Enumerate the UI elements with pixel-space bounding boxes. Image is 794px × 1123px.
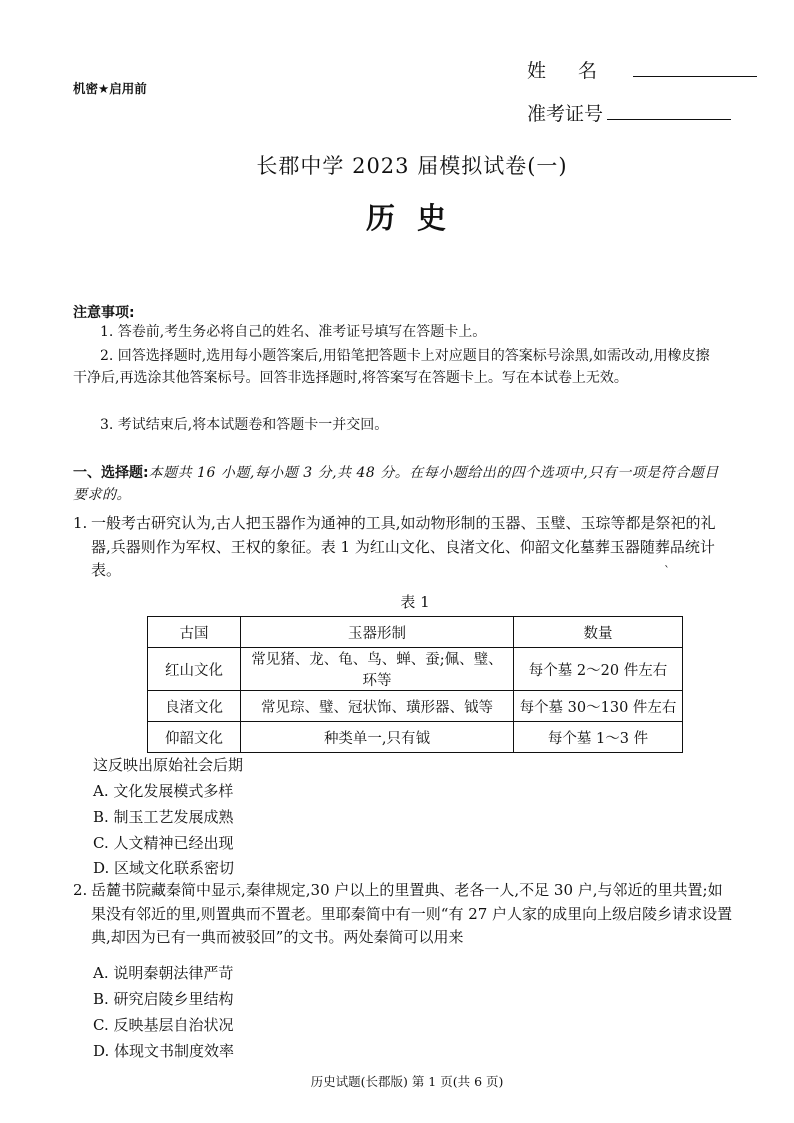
exam-id-field (527, 99, 731, 126)
stray-mark: ˋ (664, 564, 670, 578)
question-2-text: 岳麓书院藏秦简中显示,秦律规定,30 户以上的里置典、老各一人,不足 30 户,与邻近的里共置;如果没有邻近的里,则置典而不置老。里耶秦简中有一则“有 27 户人家的成里向上级启陵乡请求设置典,却因为已有一典而被驳回”的文书。两处秦简可以用来 (91, 881, 733, 946)
question-2-option-c[interactable]: C. 反映基层自治状况 (93, 1016, 234, 1034)
culture-jade-table (147, 616, 683, 753)
section-description: 本题共 16 小题,每小题 3 分,共 48 分。在每小题给出的四个选项中,只有一项是符合题目要求的。 (73, 465, 719, 503)
table-cell: 良渚文化 (148, 691, 241, 722)
table-row (148, 691, 683, 722)
question-1-option-d[interactable]: D. 区域文化联系密切 (93, 859, 235, 877)
question-2-number: 2. (73, 881, 88, 899)
table-cell: 每个墓 2～20 件左右 (514, 648, 683, 691)
name-label: 姓名 (527, 60, 630, 82)
table-caption: 表 1 (400, 593, 430, 611)
question-1-text: 一般考古研究认为,古人把玉器作为通神的工具,如动物形制的玉器、玉璧、玉琮等都是祭祀的礼器,兵器则作为军权、王权的象征。表 1 为红山文化、良渚文化、仰韶文化墓葬玉器随葬品统计表。 (91, 514, 716, 579)
question-1 (73, 512, 733, 583)
name-blank-line[interactable] (633, 58, 757, 77)
question-1-stem: 这反映出原始社会后期 (93, 756, 244, 774)
table-cell: 每个墓 30～130 件左右 (514, 691, 683, 722)
table-cell: 每个墓 1～3 件 (514, 722, 683, 753)
section-heading (73, 462, 723, 506)
exam-id-blank-line[interactable] (607, 101, 731, 120)
question-1-option-c[interactable]: C. 人文精神已经出现 (93, 834, 234, 852)
table-cell: 仰韶文化 (148, 722, 241, 753)
table-cell: 红山文化 (148, 648, 241, 691)
table-header-cell: 古国 (148, 617, 241, 648)
confidential-mark: 机密★启用前 (73, 81, 147, 96)
question-2-option-b[interactable]: B. 研究启陵乡里结构 (93, 990, 234, 1008)
subject-title: 历史 (365, 201, 468, 235)
notice-item-2: 2. 回答选择题时,选用每小题答案后,用铅笔把答题卡上对应题目的答案标号涂黑,如需改动,用橡皮擦干净后,再选涂其他答案标号。回答非选择题时,将答案写在答题卡上。写在本试卷上无效。 (73, 348, 710, 386)
table-cell: 常见琮、璧、冠状饰、璜形器、钺等 (241, 691, 514, 722)
question-2-option-d[interactable]: D. 体现文书制度效率 (93, 1042, 235, 1060)
section-title: 一、选择题: (73, 465, 149, 481)
name-field (527, 56, 757, 83)
table-cell: 种类单一,只有钺 (241, 722, 514, 753)
question-2-option-a[interactable]: A. 说明秦朝法律严苛 (93, 964, 234, 982)
page-footer: 历史试题(长郡版) 第 1 页(共 6 页) (310, 1074, 504, 1089)
table-header-cell: 玉器形制 (241, 617, 514, 648)
table-cell: 常见猪、龙、龟、鸟、蝉、蚕;佩、璧、环等 (241, 648, 514, 691)
question-1-number: 1. (73, 514, 88, 532)
notice-heading: 注意事项: (73, 305, 135, 321)
notice-item-1: 1. 答卷前,考生务必将自己的姓名、准考证号填写在答题卡上。 (100, 324, 487, 340)
question-2 (73, 879, 733, 950)
table-header-cell: 数量 (514, 617, 683, 648)
question-1-option-b[interactable]: B. 制玉工艺发展成熟 (93, 808, 234, 826)
table-row (148, 722, 683, 753)
question-1-option-a[interactable]: A. 文化发展模式多样 (93, 782, 234, 800)
exam-id-label: 准考证号 (527, 103, 604, 125)
table-row (148, 648, 683, 691)
table-header-row (148, 617, 683, 648)
exam-title: 长郡中学 2023 届模拟试卷(一) (256, 154, 568, 178)
notice-item-3: 3. 考试结束后,将本试题卷和答题卡一并交回。 (100, 417, 389, 433)
